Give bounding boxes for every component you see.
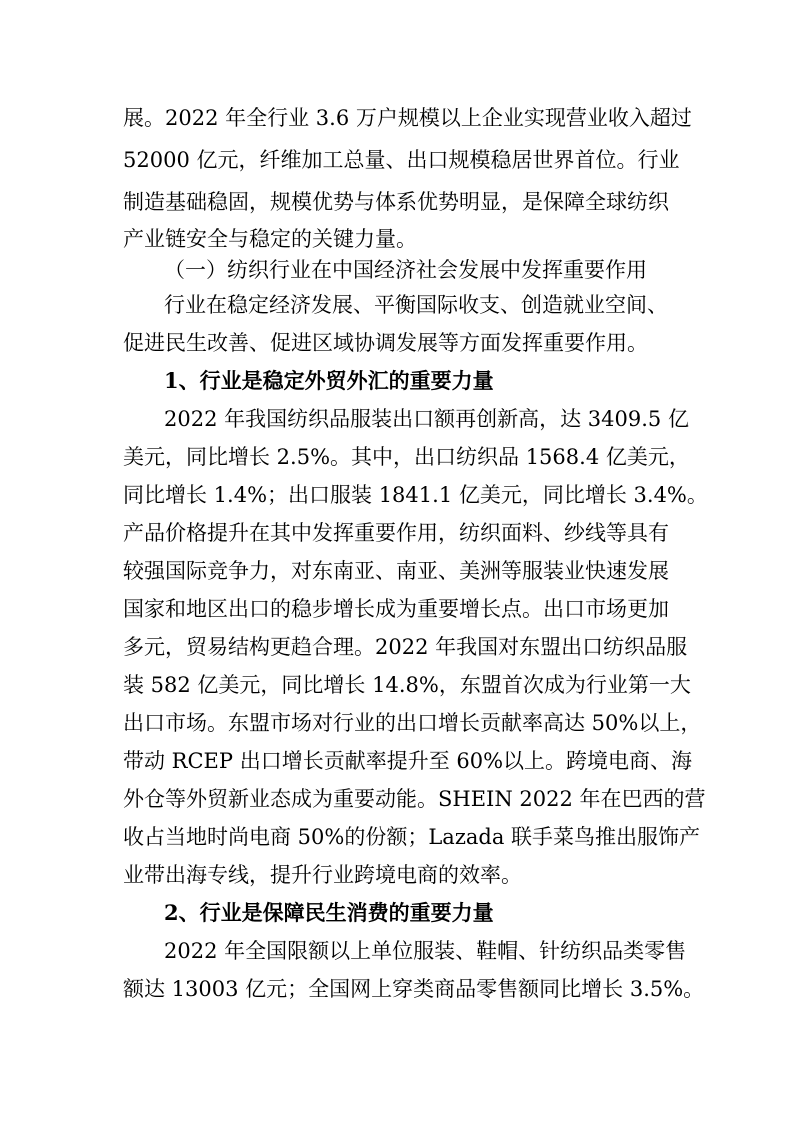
paragraph-line: 较强国际竞争力，对东南亚、南亚、美洲等服装业快速发展 bbox=[123, 559, 669, 583]
paragraph-line: 收占当地时尚电商 50%的份额；Lazada 联手菜鸟推出服饰产 bbox=[123, 825, 701, 849]
paragraph-line: 52000 亿元，纤维加工总量、出口规模稳居世界首位。行业 bbox=[123, 148, 680, 172]
paragraph-line: 产品价格提升在其中发挥重要作用，纺织面料、纱线等具有 bbox=[123, 521, 669, 545]
paragraph-line: 促进民生改善、促进区域协调发展等方面发挥重要作用。 bbox=[123, 331, 648, 355]
subsection-heading: 1、行业是稳定外贸外汇的重要力量 bbox=[164, 368, 494, 393]
paragraph-line: 美元，同比增长 2.5%。其中，出口纺织品 1568.4 亿美元， bbox=[123, 445, 690, 469]
paragraph-line: 行业在稳定经济发展、平衡国际收支、创造就业空间、 bbox=[164, 293, 668, 317]
paragraph-line: 外仓等外贸新业态成为重要动能。SHEIN 2022 年在巴西的营 bbox=[123, 787, 706, 811]
paragraph-line: 多元，贸易结构更趋合理。2022 年我国对东盟出口纺织品服 bbox=[123, 635, 688, 659]
paragraph-line: 国家和地区出口的稳步增长成为重要增长点。出口市场更加 bbox=[123, 597, 669, 621]
subsection-heading: 2、行业是保障民生消费的重要力量 bbox=[164, 900, 494, 925]
paragraph-line: 业带出海专线，提升行业跨境电商的效率。 bbox=[123, 863, 522, 887]
paragraph-line: 装 582 亿美元，同比增长 14.8%，东盟首次成为行业第一大 bbox=[123, 673, 691, 697]
paragraph-line: 同比增长 1.4%；出口服装 1841.1 亿美元，同比增长 3.4%。 bbox=[123, 483, 708, 507]
paragraph-line: 带动 RCEP 出口增长贡献率提升至 60%以上。跨境电商、海 bbox=[123, 749, 693, 773]
paragraph-line: 额达 13003 亿元；全国网上穿类商品零售额同比增长 3.5%。 bbox=[123, 977, 705, 1001]
paragraph-line: 产业链安全与稳定的关键力量。 bbox=[123, 227, 417, 251]
paragraph-line: 2022 年我国纺织品服装出口额再创新高，达 3409.5 亿 bbox=[164, 407, 689, 431]
paragraph-line: 2022 年全国限额以上单位服装、鞋帽、针纺织品类零售 bbox=[164, 939, 687, 963]
paragraph-line: 出口市场。东盟市场对行业的出口增长贡献率高达 50%以上， bbox=[123, 711, 702, 735]
paragraph-line: 制造基础稳固，规模优势与体系优势明显，是保障全球纺织 bbox=[123, 190, 669, 214]
section-heading: （一）纺织行业在中国经济社会发展中发挥重要作用 bbox=[164, 258, 647, 282]
paragraph-line: 展。2022 年全行业 3.6 万户规模以上企业实现营业收入超过 bbox=[123, 106, 692, 130]
